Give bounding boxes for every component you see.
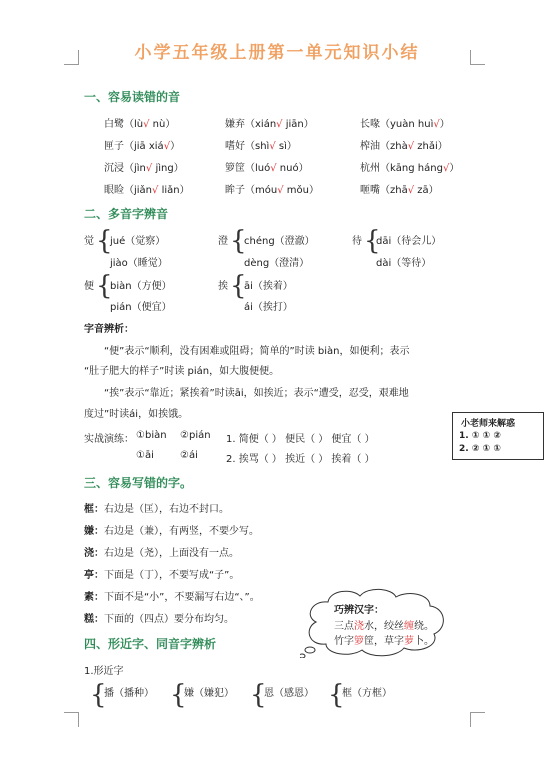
section-4-heading: 四、形近字、同音字辨析 [84, 637, 217, 651]
poly-char-bian: 便 [84, 281, 94, 292]
poly-jue-1: jué（觉察） [110, 236, 166, 247]
section-3-heading: 三、容易写错的字。 [84, 476, 193, 490]
page-title: 小学五年级上册第一单元知识小结 [134, 43, 420, 63]
practice-q1: 1. 简便（ ） 便民（ ） 便宜（ ） [226, 434, 375, 445]
analysis-p1a: “便”表示“顺利，没有困难或阻碍；简单的”时读 biàn，如便利；表示 [104, 346, 410, 357]
word-en: 恩（感恩） [264, 688, 314, 699]
poly-char-dai: 待 [352, 236, 362, 247]
practice-opt-1: ①biàn [136, 430, 167, 441]
brace-dai: { [364, 226, 381, 256]
word-bailu: 白鹭（lù√ nù） [104, 119, 176, 130]
teacher-answer-box [452, 412, 544, 460]
poly-cheng-2: dèng（澄清） [244, 258, 310, 269]
teacher-box-line1: 1. ① ① ② [459, 431, 501, 441]
word-xianqi: 嫌弃（xián√ jiān） [225, 119, 314, 130]
char-row-su: 素：下面不是“小”，不要漏写右边“、”。 [84, 592, 260, 603]
brace-jue: { [96, 226, 113, 256]
poly-ai-1: āi（挨着） [244, 281, 293, 292]
s4-subheading: 1.形近字 [84, 666, 124, 677]
char-row-ting: 亭：下面是（丁），不要写成“子”。 [84, 570, 240, 581]
poly-jue-2: jiào（睡觉） [110, 258, 168, 269]
practice-q2: 2. 挨骂（ ） 挨近（ ） 挨着（ ） [226, 454, 375, 465]
practice-opt-4: ②ái [180, 450, 198, 461]
poly-dai-2: dài（等待） [376, 258, 432, 269]
word-zazui: 咂嘴（zhā√ zā） [360, 185, 439, 196]
poly-bian-1: biàn（方便） [110, 281, 172, 292]
word-xianfan: 嫌（嫌犯） [184, 688, 234, 699]
char-row-kuang: 框：右边是（匡），右边不封口。 [84, 504, 229, 515]
word-bo: 播（播种） [104, 688, 154, 699]
word-chenjin: 沉浸（jìn√ jìng） [104, 163, 184, 174]
section-1-heading: 一、容易读错的音 [84, 90, 181, 104]
cloud-title: 巧辨汉字： [334, 605, 384, 616]
poly-char-jue: 觉 [84, 236, 94, 247]
brace-cheng: { [230, 226, 247, 256]
word-luokuang: 箩筐（luó√ nuó） [225, 163, 309, 174]
poly-bian-2: pián（便宜） [110, 302, 172, 313]
teacher-box-line2: 2. ② ① ① [459, 444, 501, 454]
poly-ai-2: ái（挨打） [244, 302, 293, 313]
word-zhayou: 榨油（zhà√ zhǎi） [360, 141, 448, 152]
word-changhui: 长喙（yuàn huì√） [360, 119, 450, 130]
brace-xian: { [170, 680, 187, 710]
crop-mark-bl [64, 712, 79, 727]
word-xiazi: 匣子（jiā xiá√） [104, 141, 181, 152]
word-mouzi: 眸子（móu√ mǒu） [225, 185, 319, 196]
analysis-p2a: “挨”表示“靠近；紧挨着”时读āi，如挨近；表示“遭受，忍受，艰难地 [104, 388, 409, 399]
brace-bo: { [90, 680, 107, 710]
crop-mark-br [470, 712, 485, 727]
analysis-p1b: “肚子肥大的样子”时读 pián，如大腹便便。 [84, 366, 280, 377]
brace-kuang: { [328, 680, 345, 710]
brace-bian: { [96, 271, 113, 301]
char-row-gao: 糕：下面的（四点）要分布均匀。 [84, 614, 234, 625]
brace-ai: { [230, 271, 247, 301]
cloud-line-2: 竹字箩筐，草字萝卜。 [334, 636, 434, 647]
poly-char-ai: 挨 [218, 281, 228, 292]
word-shihao: 嗜好（shì√ sì） [225, 141, 297, 152]
practice-label: 实战演练： [84, 434, 134, 445]
word-hangzhou: 杭州（kāng háng√） [360, 163, 460, 174]
teacher-box-title: 小老师来解惑 [461, 419, 516, 429]
word-yanjian: 眼睑（jiǎn√ liǎn） [104, 185, 190, 196]
brace-en: { [250, 680, 267, 710]
practice-opt-3: ①āi [136, 450, 154, 461]
poly-cheng-1: chéng（澄澈） [244, 236, 315, 247]
practice-opt-2: ②pián [180, 430, 211, 441]
char-row-jiao: 浇：右边是（尧），上面没有一点。 [84, 548, 239, 559]
char-row-xian: 嫌：右边是（兼），有两竖，不要少写。 [84, 526, 259, 537]
analysis-p2b: 度过”时读ái，如挨饿。 [84, 409, 189, 420]
poly-char-cheng: 澄 [218, 236, 228, 247]
analysis-heading: 字音辨析： [84, 324, 134, 335]
cloud-line-1: 三点浇水，绞丝缠绕。 [334, 621, 434, 632]
word-kuang: 框（方框） [342, 688, 392, 699]
section-2-heading: 二、多音字辨音 [84, 207, 169, 221]
poly-dai-1: dāi（待会儿） [376, 236, 442, 247]
